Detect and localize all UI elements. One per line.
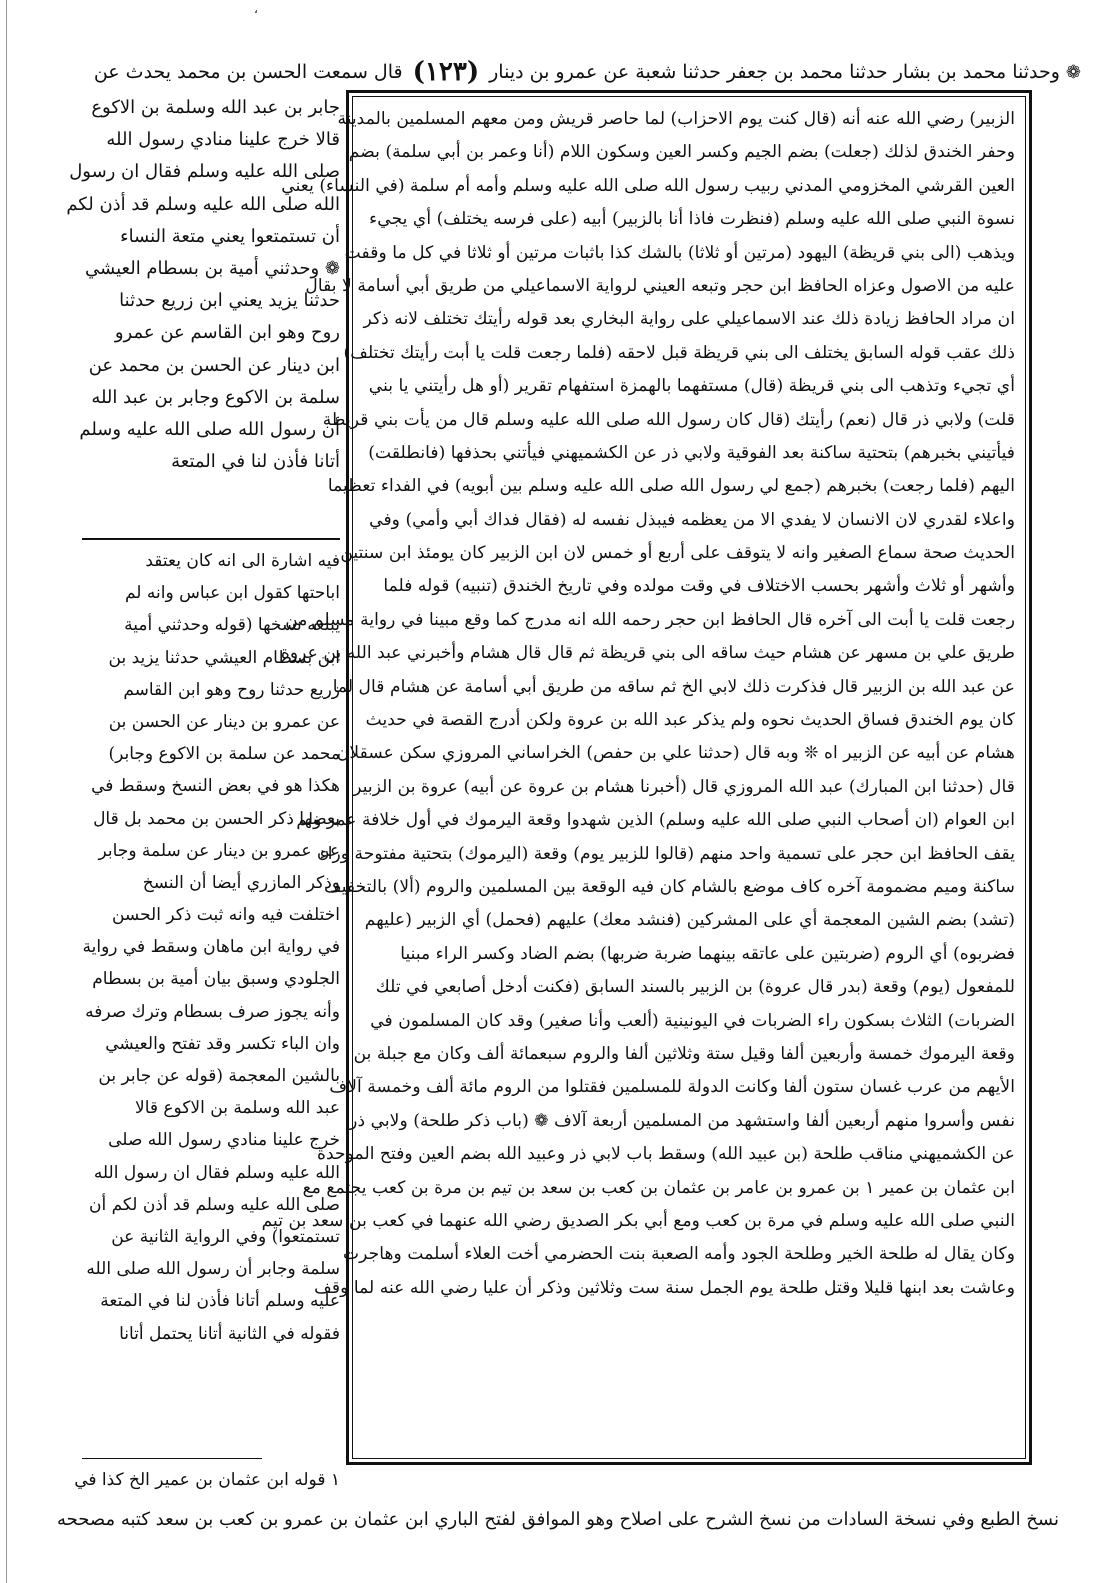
margin-commentary-line: صلى الله عليه وسلم قد أذن لكم أن xyxy=(88,1194,340,1215)
commentary-line: وقعة اليرموك خمسة وأربعين ألفا وقيل ستة وثلاثين ألفا والروم سبعمائة ألف وكان مع جبلة بن xyxy=(353,1043,1015,1064)
commentary-line: عن الكشميهني مناقب طلحة (بن عبيد الله) وسقط باب لابي ذر وعبيد الله بضم العين وفتح الموحدة xyxy=(316,1144,1015,1165)
commentary-line: وعاشت بعد ابنها قليلا وقتل طلحة يوم الجمل سنة ست وثلاثين وذكر أن عليا رضي الله عنه لما وقف xyxy=(314,1277,1015,1298)
commentary-line: ابن عثمان بن عمير ١ بن عمرو بن عامر بن عثمان بن كعب بن سعد بن تيم بن مرة بن كعب يجتمع مع xyxy=(302,1177,1015,1198)
commentary-line: الزبير) رضي الله عنه أنه (قال كنت يوم الاحزاب) لما حاصر قريش ومن معهم المسلمين بالمدينة xyxy=(337,109,1015,129)
commentary-line: هشام عن أبيه عن الزبير اه ❊ وبه قال (حدثنا علي بن حفص) الخراساني المروزي سكن عسقلان xyxy=(336,743,1015,764)
commentary-line: اليهم (فلما رجعت) بخبرهم (جمع لي رسول الله صلى الله عليه وسلم بين أبويه) في الفداء تعظيما xyxy=(327,476,1015,497)
margin-commentary-line: اختلفت فيه وانه ثبت ذكر الحسن xyxy=(111,905,340,926)
margin-commentary-line: الله عليه وسلم فقال ان رسول الله xyxy=(93,1162,340,1183)
margin-hadith-line: جابر بن عبد الله وسلمة بن الاكوع xyxy=(91,97,340,118)
margin-commentary-line: فقوله في الثانية أتانا يحتمل أتانا xyxy=(119,1323,340,1344)
commentary-line: النبي صلى الله عليه وسلم في مرة بن كعب ومع أبي بكر الصديق رضي الله عنهما في كعب بن سعد بن تيم xyxy=(261,1210,1015,1231)
margin-commentary-line: عليه وسلم أتانا فأذن لنا في المتعة xyxy=(100,1291,340,1312)
commentary-line: قلت) ولابي ذر قال (نعم) رأيتك (قال كان رسول الله صلى الله عليه وسلم قال من يأت بني قريظة xyxy=(322,409,1015,430)
footnote-divider xyxy=(82,1458,262,1459)
commentary-line: الأيهم من عرب غسان ستون ألفا وكانت الدولة للمسلمين فقتلوا من الروم مائة ألف وخمسة آلاف xyxy=(329,1077,1015,1098)
margin-commentary-line: فيه اشارة الى انه كان يعتقد xyxy=(145,551,340,571)
header-chain-continuation: قال سمعت الحسن بن محمد يحدث عن xyxy=(93,61,403,83)
margin-hadith-line: صلى الله عليه وسلم فقال ان رسول xyxy=(69,161,340,183)
commentary-line: (تشد) بضم الشين المعجمة أي على المشركين (فنشد معك) عليهم (فحمل) أي الزبير (عليهم xyxy=(364,910,1015,931)
margin-hadith-line: أن رسول الله صلى الله عليه وسلم xyxy=(79,418,340,440)
commentary-line: ساكنة وميم مضمومة آخره كاف موضع بالشام كان فيه الوقعة بين المسلمين والروم (ألا) بالتخفيف xyxy=(323,876,1015,897)
commentary-line: عن عبد الله بن الزبير قال فذكرت ذلك لابي الخ ثم ساقه من طريق أبي أسامة عن هشام قال لما xyxy=(332,676,1015,697)
commentary-line: وحفر الخندق لذلك (جعلت) بضم الجيم وكسر العين وسكون اللام (أنا وعمر بن أبي سلمة) بضم xyxy=(348,142,1015,163)
commentary-line: للمفعول (يوم) وقعة (بدر قال عروة) بن الزبير بالسند السابق (فكنت أدخل أصابعي في تلك xyxy=(375,977,1015,998)
commentary-line: ابن العوام (ان أصحاب النبي صلى الله عليه وسلم) الذين شهدوا وقعة اليرموك في أول خلافة عمر ولم xyxy=(296,810,1015,831)
footnote-continuation: نسخ الطبع وفي نسخة السادات من نسخ الشرح على اصلاح وهو الموافق لفتح الباري ابن عثمان بن عمرو بن كعب بن سعد كتبه مصححه xyxy=(56,1509,1059,1530)
margin-hadith-line: سلمة بن الاكوع وجابر بن عبد الله xyxy=(91,386,340,408)
margin-commentary-text xyxy=(82,545,340,1457)
commentary-line: فضربوه) أي الروم (ضربتين على عاتقه بينهما ضربة ضربها) بضم الضاد وكسر الراء مبنيا xyxy=(400,943,1015,964)
margin-commentary-line: ابن بسطام العيشي حدثنا يزيد بن xyxy=(108,647,340,668)
commentary-line: وأشهر أو ثلاث وأشهر بحسب الاختلاف في وقت مولده وفي تاريخ الخندق (تنبيه) قوله فلما xyxy=(383,576,1015,597)
commentary-line: أي تجيء وتذهب الى بني قريظة (قال) مستفهما بالهمزة استفهام تقرير (أو هل رأيتني يا بني xyxy=(368,376,1015,397)
commentary-line: نفس وأسروا منهم أربعين ألفا واستشهد من المسلمين أربعة آلاف ❁ (باب ذكر طلحة) ولابي ذر xyxy=(349,1110,1015,1131)
margin-hadith-line: أن تستمتعوا يعني متعة النساء xyxy=(120,225,340,247)
margin-commentary-line: هكذا هو في بعض النسخ وسقط في xyxy=(91,776,340,797)
margin-commentary-line: في رواية ابن ماهان وسقط في رواية xyxy=(82,937,340,958)
margin-commentary-line: عن عمرو بن دينار عن سلمة وجابر xyxy=(98,840,340,861)
header-chain-text: وحدثنا محمد بن بشار حدثنا محمد بن جعفر حدثنا شعبة عن عمرو بن دينار xyxy=(489,61,1060,83)
margin-hadith-line: ❁ وحدثني أمية بن بسطام العيشي xyxy=(85,257,340,279)
commentary-line: ان مراد الحافظ زيادة ذلك عند الاسماعيلي على رواية البخاري بعد قوله رأيتك تختلف لانه ذكر xyxy=(363,309,1015,330)
top-mark: ، xyxy=(254,2,258,16)
margin-hadith-line: روح وهو ابن القاسم عن عمرو xyxy=(114,322,340,344)
commentary-line: الحديث صحة سماع الصغير وانه لا يتوقف على أربع أو خمس لان ابن الزبير كان يومئذ ابن سنتين xyxy=(340,543,1015,564)
margin-commentary-line: وذكر المازري أيضا أن النسخ xyxy=(142,872,340,893)
margin-divider xyxy=(82,538,340,540)
page-number: (١٢٣) xyxy=(412,57,480,87)
margin-hadith-line: أتانا فأذن لنا في المتعة xyxy=(171,451,340,473)
margin-hadith-line: قالا خرج علينا منادي رسول الله xyxy=(106,129,340,151)
margin-hadith-line: الله صلى الله عليه وسلم قد أذن لكم xyxy=(66,193,340,215)
margin-commentary-line: وان الباء تكسر وقد تفتح والعيشي xyxy=(105,1033,340,1054)
commentary-line: عليه من الاصول وعزاه الحافظ ابن حجر وتبعه العيني لرواية الاسماعيلي من طريق أبي أسامة لا بقال xyxy=(305,275,1015,296)
margin-commentary-line: زريع حدثنا روح وهو ابن القاسم xyxy=(123,679,340,700)
commentary-line: نسوة النبي صلى الله عليه وسلم (فنظرت فاذا أنا بالزبير) أبيه (على فرسه يختلف) أي يجيء xyxy=(369,209,1015,230)
commentary-line: وكان يقال له طلحة الخير وطلحة الجود وأمه الصعبة بنت الحضرمي أخت العلاء أسلمت وهاجرت xyxy=(342,1244,1015,1265)
footnote-first-line: ١ قوله ابن عثمان بن عمير الخ كذا في xyxy=(74,1470,340,1490)
commentary-line: ويذهب (الى بني قريظة) اليهود (مرتين أو ثلاثا) بالشك كذا باثبات مرتين أو ثلاثا في كل ما وقفت xyxy=(344,242,1015,263)
margin-hadith-line: ابن دينار عن الحسن بن محمد عن xyxy=(88,354,340,376)
commentary-frame xyxy=(261,90,1032,1465)
commentary-line: يقف الحافظ ابن حجر على تسمية واحد منهم (قالوا للزبير يوم) وقعة (اليرموك) بتحتية مفتوحة وراء xyxy=(319,843,1015,864)
margin-commentary-line: بعضها ذكر الحسن بن محمد بل قال xyxy=(93,808,340,829)
commentary-line: الضربات) الثلاث بسكون راء الضربات في اليونينية (ألعب وأنا صغير) وقد كان المسلمون في xyxy=(370,1010,1015,1031)
margin-hadith-line: حدثنا يزيد يعني ابن زريع حدثنا xyxy=(119,290,340,312)
commentary-line: فيأتيني بخبرهم) بتحتية ساكنة بعد الفوقية ولابي ذر عن الكشميهني فيأتني بحذفها (فانطلقت) xyxy=(368,442,1015,463)
margin-commentary-line: عبد الله وسلمة بن الاكوع قالا xyxy=(135,1098,340,1119)
page-edge-line xyxy=(6,0,7,1583)
commentary-line: قال (حدثنا ابن المبارك) عبد الله المروزي قال (أخبرنا هشام بن عروة عن أبيه) عروة بن الزبير xyxy=(353,776,1015,797)
margin-commentary-line: يبلغه نسخها (قوله وحدثني أمية xyxy=(124,615,340,636)
margin-hadith-text xyxy=(66,92,340,532)
margin-commentary-line: تستمتعوا) وفي الرواية الثانية عن xyxy=(111,1226,340,1247)
commentary-line: طريق علي بن مسهر عن هشام حيث ساقه الى بني قريظة ثم قال قال هشام وأخبرني عبد الله بن عروة xyxy=(280,643,1015,664)
commentary-line: كان يوم الخندق فساق الحديث نحوه ولم يذكر عبد الله بن عروة ولكن أدرج القصة في حديث xyxy=(365,710,1015,731)
margin-commentary-line: الجلودي وسبق بيان أمية بن بسطام xyxy=(92,969,340,990)
margin-commentary-line: اباحتها كقول ابن عباس وانه لم xyxy=(124,583,340,604)
margin-commentary-line: عن عمرو بن دينار عن الحسن بن xyxy=(108,711,340,732)
commentary-line: رجعت قلت يا أبت الى آخره قال الحافظ ابن حجر رحمه الله انه مدرج كما وقع مبينا في رواية مسلم من xyxy=(285,609,1015,630)
margin-commentary-line: وأنه يجوز صرف بسطام وترك صرفه xyxy=(85,1001,340,1022)
margin-commentary-line: بالشين المعجمة (قوله عن جابر بن xyxy=(98,1066,340,1086)
commentary-text xyxy=(261,96,1026,1459)
commentary-line: العين القرشي المخزومي المدني ربيب رسول الله صلى الله عليه وسلم وأمه أم سلمة (في النساء) يعني xyxy=(281,175,1015,196)
flower-ornament-icon: ❁ xyxy=(1065,61,1081,83)
page-header xyxy=(18,52,1081,92)
margin-commentary-line: سلمة وجابر أن رسول الله صلى الله xyxy=(86,1259,340,1280)
commentary-line: واعلاء لقدري لان الانسان لا يفدي الا من يعظمه فيبذل نفسه له (فقال فداك أبي وأمي) وفي xyxy=(369,509,1015,530)
margin-commentary-line: محمد عن سلمة بن الاكوع وجابر) xyxy=(108,744,340,765)
commentary-line: ذلك عقب قوله السابق يختلف الى بني قريظة قبل لاحقه (فلما رجعت قلت يا أبت رأيتك تختلف) xyxy=(343,342,1015,363)
margin-commentary-line: خرج علينا منادي رسول الله صلى xyxy=(108,1130,340,1151)
